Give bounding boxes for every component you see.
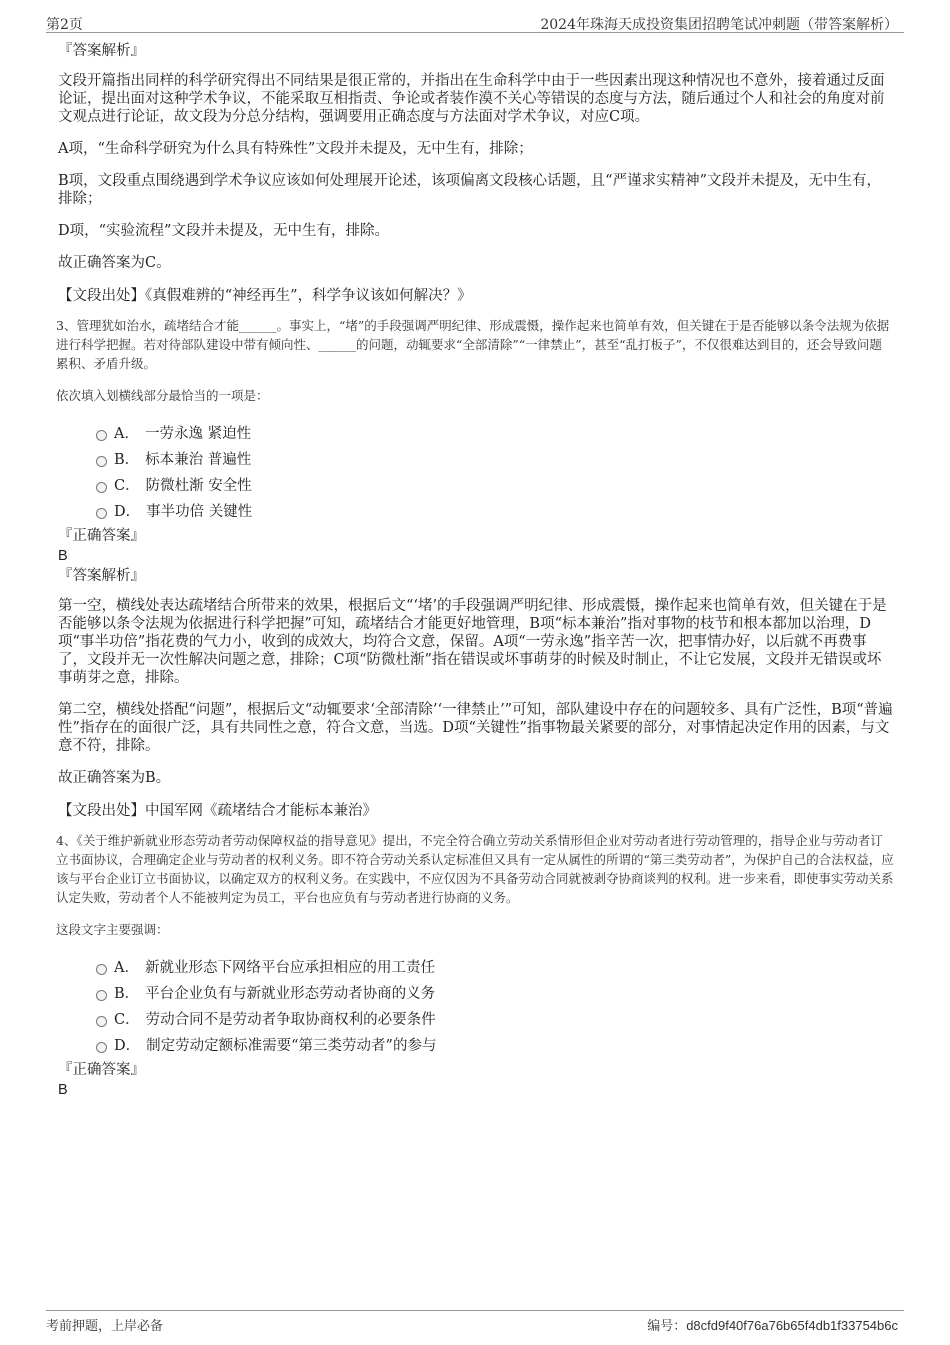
radio-button[interactable] bbox=[96, 990, 107, 1001]
question-4-options bbox=[56, 955, 894, 1059]
radio-button[interactable] bbox=[96, 456, 107, 467]
radio-button[interactable] bbox=[96, 1042, 107, 1053]
question-3-options bbox=[56, 421, 894, 525]
page-footer bbox=[46, 1310, 904, 1333]
radio-button[interactable] bbox=[96, 1016, 107, 1027]
option-b[interactable]: B． 平台企业负有与新就业形态劳动者协商的义务 bbox=[56, 981, 894, 1007]
option-d[interactable]: D． 制定劳动定额标准需要“第三类劳动者”的参与 bbox=[56, 1033, 894, 1059]
question-4-text: 4、《关于维护新就业形态劳动者劳动保障权益的指导意见》提出，不完全符合确立劳动关系情形但企业对劳动者进行劳动管理的，指导企业与劳动者订立书面协议，合理确定企业与劳动者的权利义务。即不符合劳动关系认定标准但又具有一定从属性的所谓的“第三类劳动者”，为保护自己的合法权益，应该与平台企业订立书面协议，以确定双方的权利义务。在实践中，不应仅因为不具备劳动合同就被剥夺协商谈判的权利。进一步来看，即使事实劳动关系认定失败，劳动者个人不能被判定为员工，平台也应负有与劳动者进行协商的义务。 bbox=[56, 833, 894, 905]
analysis-paragraph: 第一空，横线处表达疏堵结合所带来的效果，根据后文“‘堵’的手段强调严明纪律、形成震慑，操作起来也简单有效，但关键在于是否能够以条令法规为依据进行科学把握”可知，疏堵结合才能更好地管理，B项“标本兼治”指对事物的枝节和根本都加以治理，D项“事半功倍”指花费的气力小，收到的成效大，均符合文意，保留。A项“一劳永逸”指辛苦一次，把事情办好，以后就不再费事了，文段并无一次性解决问题之意，排除；C项“防微杜渐”指在错误或坏事萌芽的时候及时制止，不让它发展，文段并无错误或坏事萌芽之意，排除。 bbox=[58, 598, 887, 686]
radio-button[interactable] bbox=[96, 430, 107, 441]
option-d[interactable]: D． 事半功倍 关键性 bbox=[56, 499, 894, 525]
document-body bbox=[56, 40, 894, 1099]
radio-button[interactable] bbox=[96, 482, 107, 493]
analysis-paragraph: 文段开篇指出同样的科学研究得出不同结果是很正常的，并指出在生命科学中由于一些因素出现这种情况也不意外，接着通过反面论证，提出面对这种学术争议，不能采取互相指责、争论或者装作漠不关心等错误的态度与方法，随后通过个人和社会的角度对前文观点进行论证，故文段为分总分结构，强调要用正确态度与方法面对学术争议，对应C项。 bbox=[58, 73, 885, 125]
document-title: 2024年珠海天成投资集团招聘笔试冲刺题（带答案解析） bbox=[540, 17, 898, 33]
analysis-label: 『答案解析』 bbox=[58, 43, 145, 59]
document-code: 编号：d8cfd9f40f76a76b65f4db1f33754b6c bbox=[647, 1318, 898, 1333]
question-4-prompt: 这段文字主要强调： bbox=[56, 922, 169, 937]
source-citation: 【文段出处】《真假难辨的“神经再生”，科学争议该如何解决？》 bbox=[58, 288, 472, 304]
page-number: 第2页 bbox=[46, 17, 83, 33]
conclusion: 故正确答案为C。 bbox=[58, 255, 171, 271]
correct-answer: B bbox=[58, 1082, 68, 1098]
analysis-paragraph: D项，“实验流程”文段并未提及，无中生有，排除。 bbox=[58, 223, 389, 239]
page-header bbox=[46, 12, 904, 33]
footer-slogan: 考前押题，上岸必备 bbox=[46, 1319, 164, 1334]
correct-answer: B bbox=[58, 548, 68, 564]
option-a[interactable]: A． 一劳永逸 紧迫性 bbox=[56, 421, 894, 447]
option-a[interactable]: A． 新就业形态下网络平台应承担相应的用工责任 bbox=[56, 955, 894, 981]
radio-button[interactable] bbox=[96, 964, 107, 975]
analysis-paragraph: B项，文段重点围绕遇到学术争议应该如何处理展开论述，该项偏离文段核心话题，且“严谨求实精神”文段并未提及，无中生有，排除； bbox=[58, 173, 881, 207]
correct-answer-label: 『正确答案』 bbox=[58, 1062, 145, 1078]
option-c[interactable]: C． 防微杜渐 安全性 bbox=[56, 473, 894, 499]
analysis-paragraph: A项，“生命科学研究为什么具有特殊性”文段并未提及，无中生有，排除； bbox=[58, 141, 533, 157]
conclusion: 故正确答案为B。 bbox=[58, 770, 171, 786]
radio-button[interactable] bbox=[96, 508, 107, 519]
question-3-prompt: 依次填入划横线部分最恰当的一项是： bbox=[56, 388, 269, 403]
source-citation: 【文段出处】中国军网《疏堵结合才能标本兼治》 bbox=[58, 803, 377, 819]
option-c[interactable]: C． 劳动合同不是劳动者争取协商权利的必要条件 bbox=[56, 1007, 894, 1033]
analysis-paragraph: 第二空，横线处搭配“问题”，根据后文“动辄要求‘全部清除’‘一律禁止’”可知，部队建设中存在的问题较多、具有广泛性，B项“普遍性”指存在的面很广泛，具有共同性之意，符合文意，当选。D项“关键性”指事物最关紧要的部分，对事情起决定作用的因素，与文意不符，排除。 bbox=[58, 702, 893, 754]
option-b[interactable]: B． 标本兼治 普遍性 bbox=[56, 447, 894, 473]
correct-answer-label: 『正确答案』 bbox=[58, 528, 145, 544]
question-3-text: 3、管理犹如治水，疏堵结合才能______。事实上，“堵”的手段强调严明纪律、形成震慑，操作起来也简单有效，但关键在于是否能够以条令法规为依据进行科学把握。若对待部队建设中带有倾向性、______的问题，动辄要求“全部清除”“一律禁止”，甚至“乱打板子”，不仅很难达到目的，还会导致问题累积、矛盾升级。 bbox=[56, 318, 890, 371]
analysis-label: 『答案解析』 bbox=[58, 568, 145, 584]
